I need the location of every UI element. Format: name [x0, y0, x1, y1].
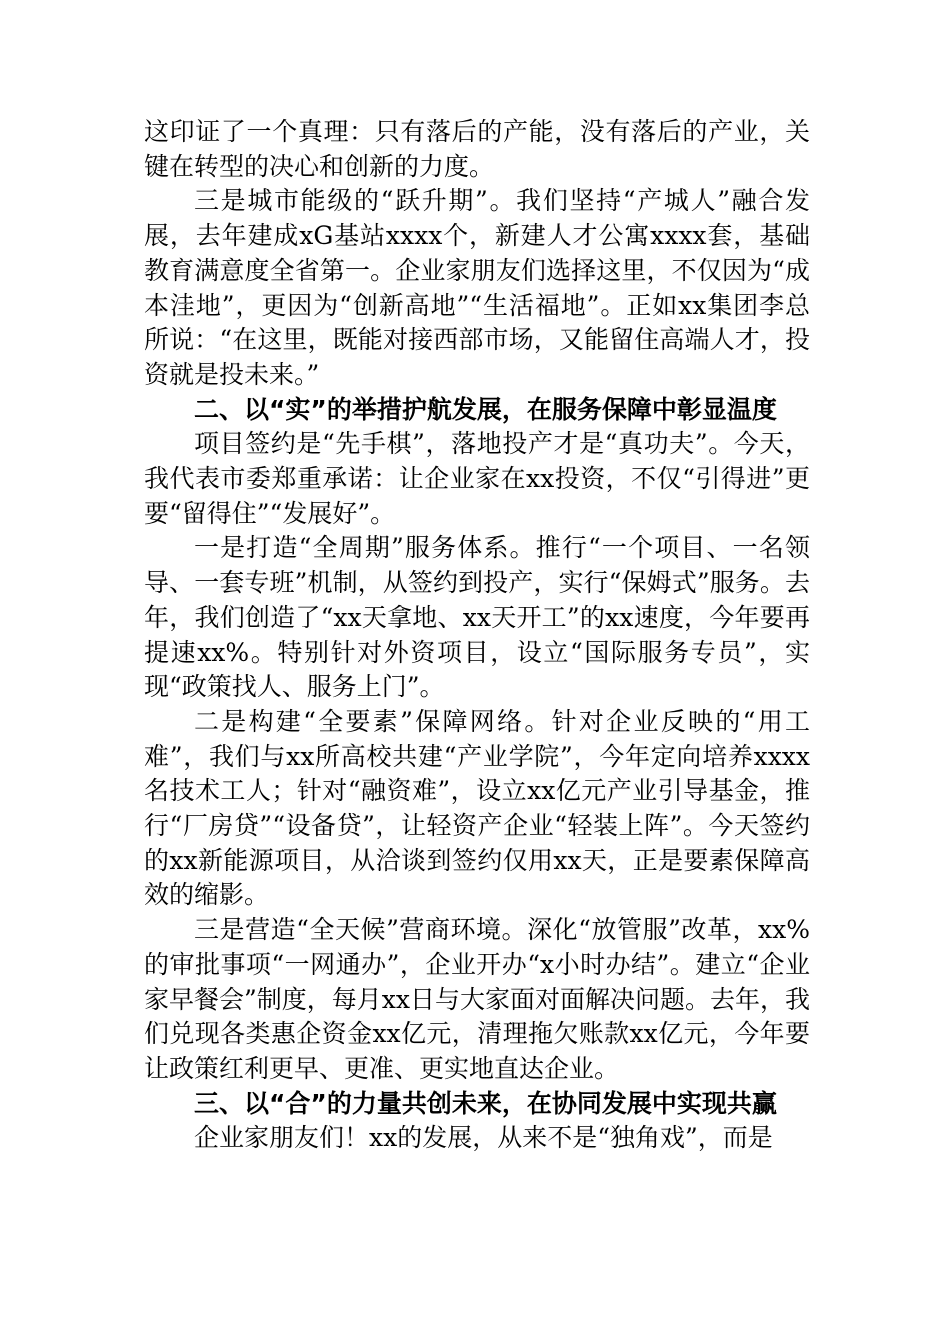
paragraph-city-level: 三是城市能级的“跃升期”。我们坚持“产城人”融合发展，去年建成xG基站xxxx个，新建人才公寓xxxx套，基础教育满意度全省第一。企业家朋友们选择这里，不仅因为“成本洼地”，更因为“创新高地”“生活福地”。正如xx集团李总所说：“在这里，既能对接西部市场，又能留住高端人才，投资就是投未来。” [144, 186, 810, 389]
section-heading-two: 二、以“实”的举措护航发展，在服务保障中彰显温度 [194, 394, 777, 424]
paragraph-project-signing: 项目签约是“先手棋”，落地投产才是“真功夫”。今天，我代表市委郑重承诺：让企业家在xx投资，不仅“引得进”更要“留得住”“发展好”。 [144, 429, 810, 528]
paragraph-full-cycle-service: 一是打造“全周期”服务体系。推行“一个项目、一名领导、一套专班”机制，从签约到投产，实行“保姆式”服务。去年，我们创造了“xx天拿地、xx天开工”的xx速度，今年要再提速xx%。特别针对外资项目，设立“国际服务专员”，实现“政策找人、服务上门”。 [144, 533, 810, 702]
document-body [144, 115, 810, 1156]
paragraph-continuation: 这印证了一个真理：只有落后的产能，没有落后的产业，关键在转型的决心和创新的力度。 [144, 117, 810, 181]
paragraph-full-factor-support: 二是构建“全要素”保障网络。针对企业反映的“用工难”，我们与xx所高校共建“产业学院”，今年定向培养xxxx名技术工人；针对“融资难”，设立xx亿元产业引导基金，推行“厂房贷”“设备贷”，让轻资产企业“轻装上阵”。今天签约的xx新能源项目，从洽谈到签约仅用xx天，正是要素保障高效的缩影。 [144, 706, 810, 910]
paragraph-entrepreneurs: 企业家朋友们！xx的发展，从来不是“独角戏”，而是 [194, 1123, 773, 1153]
section-heading-three: 三、以“合”的力量共创未来，在协同发展中实现共赢 [194, 1088, 777, 1118]
paragraph-business-environment: 三是营造“全天候”营商环境。深化“放管服”改革，xx%的审批事项“一网通办”，企业开办“x小时办结”。建立“企业家早餐会”制度，每月xx日与大家面对面解决问题。去年，我们兑现各类惠企资金xx亿元，清理拖欠账款xx亿元，今年要让政策红利更早、更准、更实地直达企业。 [144, 915, 810, 1083]
